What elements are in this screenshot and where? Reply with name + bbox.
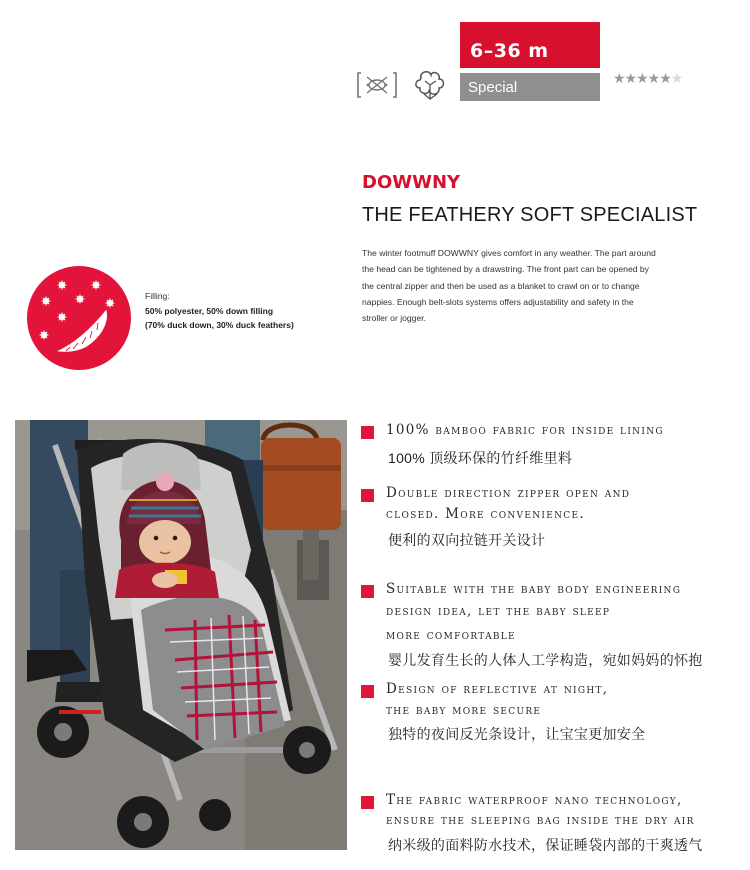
bullet-marker (361, 585, 374, 598)
description-line: The winter footmuff DOWWNY gives comfort in any weather. The part around (362, 248, 656, 258)
bullet-marker (361, 685, 374, 698)
description-line: the head can be tightened by a drawstring. The front part can be opened by (362, 264, 649, 275)
bullet-marker (361, 426, 374, 439)
washing-icon (357, 70, 397, 100)
feature-text: more comfortable (386, 627, 516, 643)
feature-text: ensure the sleeping bag inside the dry air (386, 812, 695, 828)
feature-text: Double direction zipper open and (386, 485, 631, 501)
feature-text-zh: 婴儿发育生长的人体人工学构造，宛如妈妈的怀抱 (388, 652, 703, 668)
product-description (362, 245, 694, 326)
filling-composition: 50% polyester, 50% down filling (145, 306, 274, 316)
filling-composition: (70% duck down, 30% duck feathers) (145, 320, 294, 330)
feather-down-icon (26, 265, 132, 371)
feature-text-zh: 便利的双向拉链开关设计 (388, 532, 546, 548)
feature-text: The fabric waterproof nano technology, (386, 792, 683, 808)
feature-text: closed. More convenience. (386, 506, 585, 522)
baby-in-stroller-footmuff-photo (15, 420, 347, 850)
brand-name: DOWWNY (362, 172, 461, 193)
product-type-badge: Special (460, 73, 600, 101)
bullet-marker (361, 796, 374, 809)
rating-empty-stars: ★ (670, 70, 683, 86)
feature-text: Suitable with the baby body engineering (386, 581, 682, 597)
feature-text-zh: 独特的夜间反光条设计，让宝宝更加安全 (388, 726, 646, 742)
age-range-badge: 6–36 m (460, 22, 600, 68)
description-line: nappies. Enough belt-slots systems offers adjustability and safety in the (362, 296, 634, 307)
feature-text: 100% bamboo fabric for inside lining (386, 422, 664, 438)
description-line: the central zipper and then be used as a blanket to crawl on or to change (362, 280, 640, 291)
bullet-marker (361, 489, 374, 502)
rating-stars (613, 70, 682, 87)
cotton-icon (410, 66, 452, 102)
product-tagline: THE FEATHERY SOFT SPECIALIST (362, 204, 698, 226)
feature-text: Design of reflective at night, (386, 681, 609, 697)
filling-title: Filling: (145, 291, 170, 301)
rating-filled-stars: ★★★★★ (613, 70, 671, 86)
feature-text-zh: 纳米级的面料防水技术，保证睡袋内部的干爽透气 (388, 837, 703, 853)
description-line: stroller or jogger. (362, 313, 427, 324)
feature-text: design idea, let the baby sleep (386, 603, 611, 619)
feature-text-zh: 100% 顶级环保的竹纤维里料 (388, 450, 573, 466)
feature-text: the baby more secure (386, 702, 542, 718)
